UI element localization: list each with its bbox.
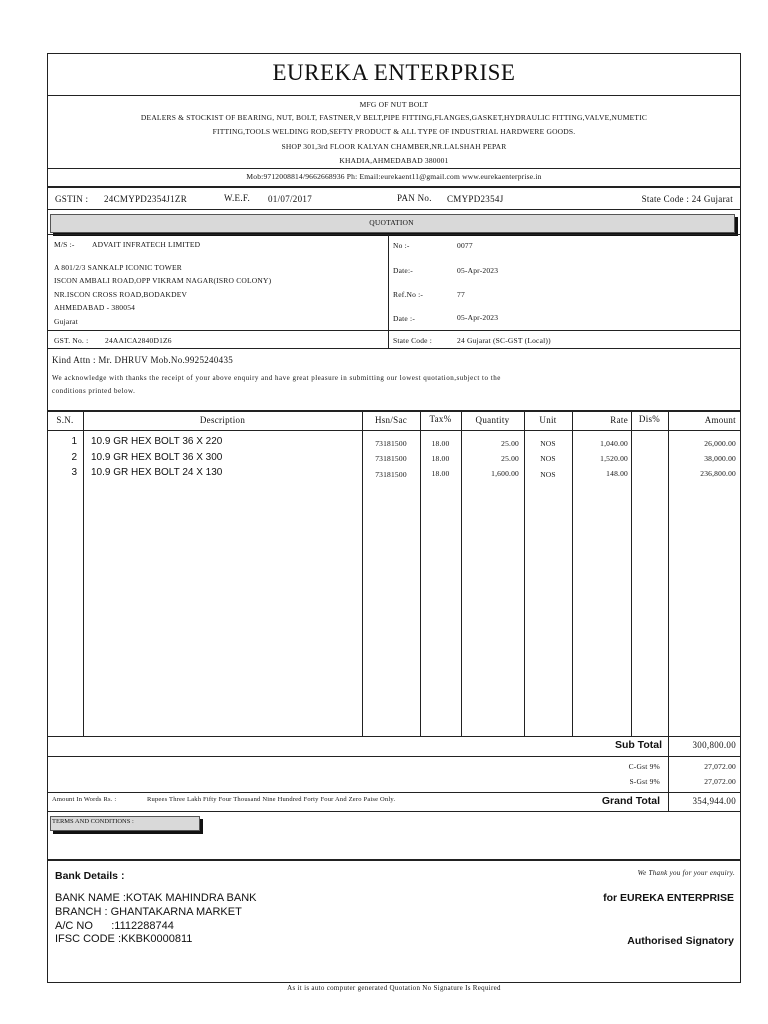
amount-in-words: Rupees Three Lakh Fifty Four Thousand Nine Hundred Forty Four And Zero Paise Only.	[147, 796, 396, 803]
gstin-value: 24CMYPD2354J1ZR	[104, 194, 188, 204]
bank-name: BANK NAME :KOTAK MAHINDRA BANK	[55, 892, 257, 904]
header-sn: S.N.	[56, 415, 74, 425]
acknowledgement-line-1: We acknowledge with thanks the receipt of your above enquiry and have great pleasure in submitting our lowest quotation,subject to the	[52, 374, 501, 382]
ms-label: M/S :-	[54, 240, 75, 249]
row-3-unit: NOS	[540, 470, 556, 479]
header-rate: Rate	[610, 415, 628, 425]
table-bottom-border	[47, 736, 741, 737]
divider	[47, 209, 741, 210]
header-tax: Tax%	[429, 414, 452, 424]
row-1-tax: 18.00	[431, 439, 450, 448]
bank-account-number: A/C NO :1112288744	[55, 920, 174, 932]
divider	[47, 756, 741, 757]
acknowledgement-line-2: conditions printed below.	[52, 387, 136, 395]
grand-total-value: 354,944.00	[692, 796, 736, 806]
divider	[47, 234, 741, 235]
divider	[47, 792, 741, 793]
row-1-description: 10.9 GR HEX BOLT 36 X 220	[91, 436, 223, 447]
pan-label: PAN No.	[397, 193, 432, 203]
row-3-tax: 18.00	[431, 469, 450, 478]
date-label: Date:-	[393, 266, 413, 275]
header-quantity: Quantity	[475, 415, 510, 425]
customer-address-4: AHMEDABAD - 380054	[54, 303, 136, 312]
pan-value: CMYPD2354J	[447, 194, 504, 204]
amount-in-words-label: Amount In Words Rs. :	[52, 796, 117, 803]
row-3-description: 10.9 GR HEX BOLT 24 X 130	[91, 467, 223, 478]
table-header-border	[47, 430, 741, 431]
row-1-amount: 26,000.00	[704, 439, 736, 448]
header-dis: Dis%	[638, 414, 661, 424]
bank-ifsc: IFSC CODE :KKBK0000811	[55, 933, 193, 945]
header-amount: Amount	[704, 415, 736, 425]
row-1-sn: 1	[71, 436, 77, 447]
date-value: 05-Apr-2023	[457, 266, 499, 275]
state-value: 24 Gujarat (SC-GST (Local))	[457, 336, 551, 345]
company-name: EUREKA ENTERPRISE	[272, 60, 516, 85]
company-tagline: MFG OF NUT BOLT	[359, 100, 429, 109]
date2-value: 05-Apr-2023	[457, 313, 499, 322]
state-code: State Code : 24 Gujarat	[641, 194, 733, 204]
customer-address-3: NR.ISCON CROSS ROAD,BODAKDEV	[54, 290, 188, 299]
ref-label: Ref.No :-	[393, 290, 424, 299]
gstin-label: GSTIN :	[55, 194, 89, 204]
row-2-amount: 38,000.00	[704, 454, 736, 463]
customer-address-1: A 801/2/3 SANKALP ICONIC TOWER	[54, 263, 182, 272]
column-divider	[631, 410, 632, 736]
sgst-value: 27,072.00	[704, 777, 736, 786]
thank-you-note: We Thank you for your enquiry.	[637, 869, 735, 877]
cgst-value: 27,072.00	[704, 762, 736, 771]
bank-details-title: Bank Details :	[55, 870, 125, 882]
row-2-unit: NOS	[540, 454, 556, 463]
terms-title: TERMS AND CONDITIONS :	[52, 818, 134, 825]
row-2-description: 10.9 GR HEX BOLT 36 X 300	[91, 452, 223, 463]
divider	[47, 330, 741, 331]
row-1-unit: NOS	[540, 439, 556, 448]
row-2-sn: 2	[71, 452, 77, 463]
gst-label: GST. No. :	[54, 336, 89, 345]
cgst-label: C-Gst 9%	[628, 762, 660, 771]
wef-value: 01/07/2017	[268, 194, 313, 204]
row-1-rate: 1,040.00	[600, 439, 628, 448]
header-description: Description	[199, 415, 246, 425]
divider	[47, 168, 741, 169]
no-label: No :-	[393, 241, 410, 250]
row-2-tax: 18.00	[431, 454, 450, 463]
divider	[47, 348, 741, 349]
divider	[47, 186, 741, 188]
divider	[47, 811, 741, 812]
divider	[47, 859, 741, 861]
row-3-amount: 236,800.00	[700, 469, 736, 478]
company-address-2: KHADIA,AHMEDABAD 380001	[339, 156, 449, 165]
header-unit: Unit	[539, 415, 557, 425]
gst-value: 24AAICA2840D1Z6	[105, 336, 172, 345]
row-3-hsn: 73181500	[375, 470, 407, 479]
wef-label: W.E.F.	[224, 193, 251, 203]
customer-address-5: Gujarat	[54, 317, 78, 326]
subtotal-value: 300,800.00	[692, 740, 736, 750]
no-value: 0077	[457, 241, 473, 250]
row-2-hsn: 73181500	[375, 454, 407, 463]
footer-note: As it is auto computer generated Quotation No Signature Is Required	[287, 984, 501, 992]
row-1-quantity: 25.00	[501, 439, 519, 448]
authorised-signatory: Authorised Signatory	[627, 935, 734, 947]
row-3-sn: 3	[71, 467, 77, 478]
table-top-border	[47, 410, 741, 412]
row-1-hsn: 73181500	[375, 439, 407, 448]
subtotal-label: Sub Total	[614, 739, 662, 751]
date2-label: Date :-	[393, 314, 416, 323]
row-3-quantity: 1,600.00	[491, 469, 519, 478]
quotation-title: QUOTATION	[369, 218, 414, 227]
company-contact: Mob:9712008814/9662668936 Ph: Email:eurekaent11@gmail.com www.eurekaenterprise.in	[246, 172, 542, 181]
state-label: State Code :	[393, 336, 433, 345]
bank-branch: BRANCH : GHANTAKARNA MARKET	[55, 906, 242, 918]
customer-name: ADVAIT INFRATECH LIMITED	[92, 240, 201, 249]
row-2-quantity: 25.00	[501, 454, 519, 463]
kind-attn: Kind Attn : Mr. DHRUV Mob.No.9925240435	[52, 355, 234, 365]
customer-address-2: ISCON AMBALI ROAD,OPP VIKRAM NAGAR(ISRO COLONY)	[54, 276, 272, 285]
column-divider	[83, 410, 84, 736]
company-products: FITTING,TOOLS WELDING ROD,SEFTY PRODUCT & ALL TYPE OF INDUSTRIAL HARDWERE GOODS.	[212, 127, 576, 136]
ref-value: 77	[457, 290, 465, 299]
sgst-label: S-Gst 9%	[629, 777, 660, 786]
divider	[47, 95, 741, 96]
company-address-1: SHOP 301,3rd FLOOR KALYAN CHAMBER,NR.LALSHAH PEPAR	[281, 142, 507, 151]
header-hsn: Hsn/Sac	[374, 415, 408, 425]
document-frame	[47, 53, 741, 983]
row-2-rate: 1,520.00	[600, 454, 628, 463]
grand-total-label: Grand Total	[601, 795, 660, 807]
row-3-rate: 148.00	[606, 469, 628, 478]
signatory-company: for EUREKA ENTERPRISE	[603, 892, 734, 904]
company-dealers: DEALERS & STOCKIST OF BEARING, NUT, BOLT, FASTNER,V BELT,PIPE FITTING,FLANGES,GASKET,HYDRAULIC FITTING,VALVE,NUMETIC	[140, 113, 648, 122]
